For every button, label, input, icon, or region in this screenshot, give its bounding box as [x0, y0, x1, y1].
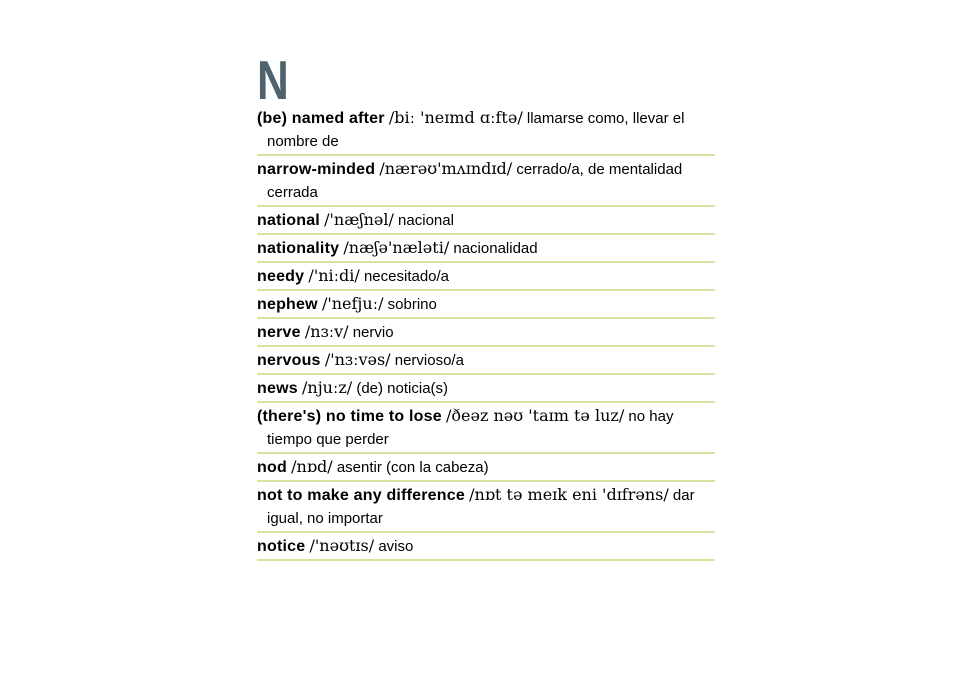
- entry-term: (there's) no time to lose: [257, 408, 442, 425]
- entry-term: needy: [257, 268, 305, 285]
- glossary-entry: [257, 291, 715, 319]
- glossary-entry: [257, 375, 715, 403]
- entry-phonetic: /'nɜːvəs/: [324, 350, 391, 369]
- glossary-entry: [257, 319, 715, 347]
- glossary-entry: [257, 482, 715, 533]
- entry-phonetic: /ðeəz nəʊ 'taɪm tə luz/: [446, 406, 625, 425]
- entry-phonetic: /'niːdi/: [308, 266, 360, 285]
- entry-term: nationality: [257, 240, 340, 257]
- entry-term: nephew: [257, 296, 318, 313]
- entry-term: (be) named after: [257, 110, 385, 127]
- entry-phonetic: /næʃə'næləti/: [343, 238, 450, 257]
- entry-translation: aviso: [378, 538, 414, 555]
- entry-term: national: [257, 212, 320, 229]
- entry-term: nerve: [257, 324, 301, 341]
- entry-phonetic: /nɒt tə meɪk eni 'dɪfrəns/: [469, 485, 669, 504]
- entry-translation: nervioso/a: [394, 352, 464, 369]
- entry-translation: cerrado/a, de mentalidad cerrada: [267, 161, 683, 201]
- entry-translation: asentir (con la cabeza): [336, 459, 489, 476]
- entry-term: nervous: [257, 352, 321, 369]
- glossary-entry: [257, 454, 715, 482]
- entry-term: news: [257, 380, 298, 397]
- entry-phonetic: /nærəʊ'mʌɪndɪd/: [379, 159, 513, 178]
- entry-phonetic: /nɜːv/: [304, 322, 349, 341]
- entry-translation: (de) noticia(s): [356, 380, 449, 397]
- entry-translation: no hay tiempo que perder: [267, 408, 674, 448]
- entry-translation: dar igual, no importar: [267, 487, 695, 527]
- entry-translation: sobrino: [387, 296, 437, 313]
- glossary-entry: [257, 105, 715, 156]
- entry-phonetic: /njuːz/: [302, 378, 353, 397]
- entry-phonetic: /'nefjuː/: [321, 294, 384, 313]
- glossary-entry: [257, 156, 715, 207]
- glossary-entry: [257, 207, 715, 235]
- section-letter-heading: N: [257, 49, 289, 111]
- glossary-entry: [257, 235, 715, 263]
- glossary-entry: [257, 263, 715, 291]
- entry-translation: nacionalidad: [453, 240, 538, 257]
- entry-phonetic: /nɒd/: [291, 457, 333, 476]
- glossary-entry-list: [257, 105, 715, 561]
- glossary-entry: [257, 347, 715, 375]
- entry-term: not to make any difference: [257, 487, 465, 504]
- entry-translation: necesitado/a: [363, 268, 450, 285]
- entry-term: nod: [257, 459, 287, 476]
- entry-phonetic: /biː 'neɪmd ɑːftə/: [388, 108, 523, 127]
- glossary-entry: [257, 403, 715, 454]
- entry-phonetic: /'næʃnəl/: [324, 210, 394, 229]
- entry-translation: nacional: [398, 212, 454, 229]
- entry-translation: llamarse como, llevar el nombre de: [267, 110, 685, 150]
- glossary-page: [257, 49, 715, 561]
- entry-term: narrow-minded: [257, 161, 376, 178]
- entry-phonetic: /'nəʊtɪs/: [309, 536, 375, 555]
- entry-translation: nervio: [352, 324, 394, 341]
- entry-term: notice: [257, 538, 306, 555]
- glossary-entry: [257, 533, 715, 561]
